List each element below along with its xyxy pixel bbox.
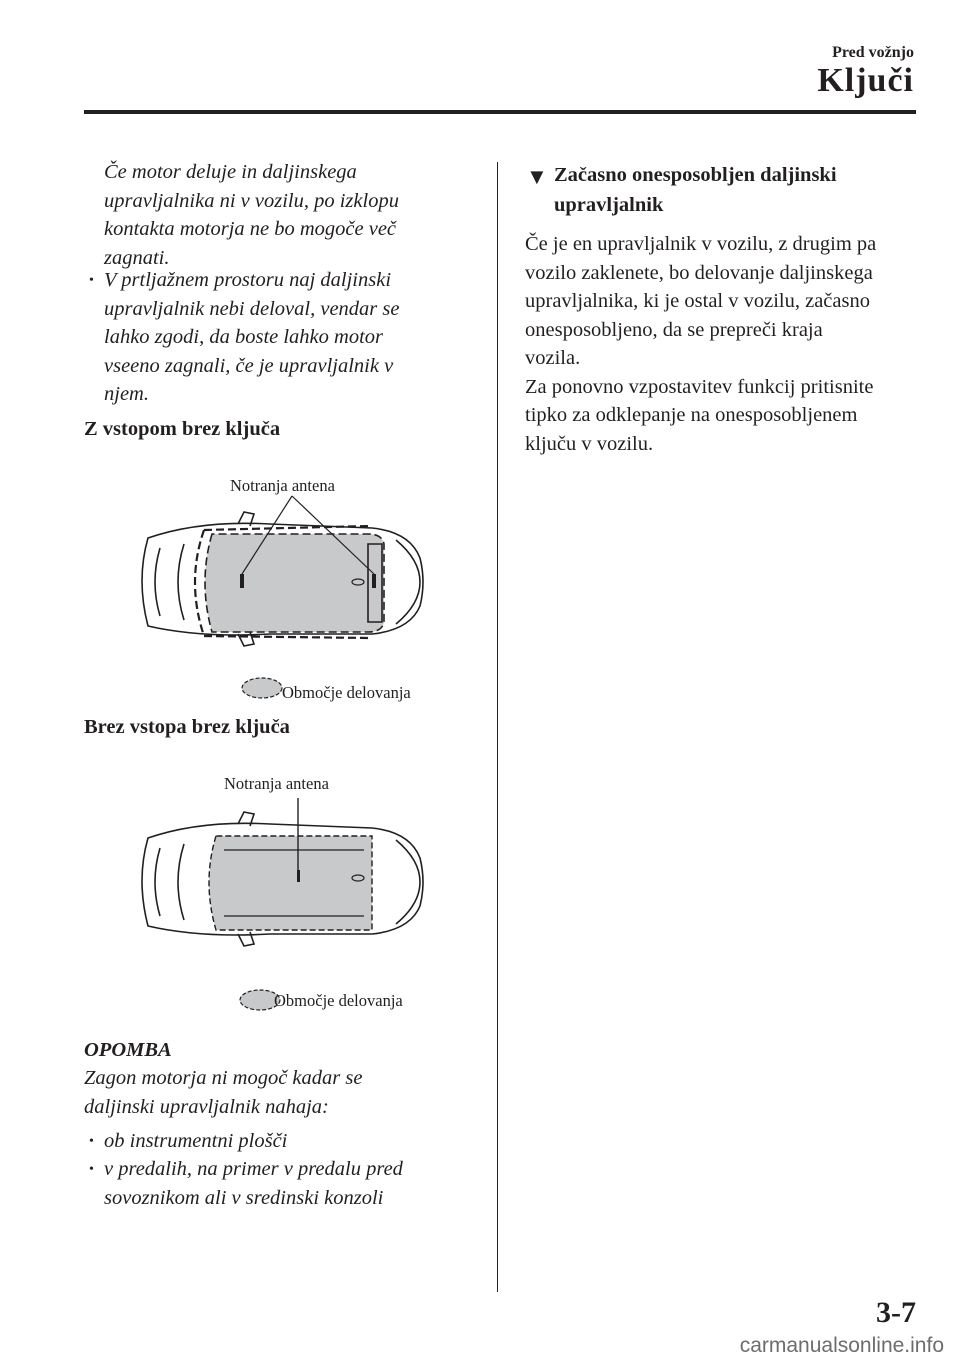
bullet-line: upravljalnik nebi deloval, vendar se (104, 297, 400, 320)
chapter-title: Ključi (817, 62, 914, 99)
area-legend-label: Območje delovanja (282, 683, 411, 702)
body-line: ključu v vozilu. (525, 432, 654, 455)
note-bullet-line: sovoznikom ali v sredinski konzoli (104, 1186, 384, 1209)
bullet-marker: • (89, 1134, 94, 1149)
note-line: daljinski upravljalnik nahaja: (84, 1095, 329, 1118)
heading-keyless-entry: Z vstopom brez ključa (84, 418, 281, 440)
note-body (84, 1064, 362, 1121)
intro-line: Če motor deluje in daljinskega (104, 161, 357, 183)
area-legend-label: Območje delovanja (274, 991, 403, 1010)
note-bullet-line: ob instrumentni plošči (104, 1130, 288, 1152)
header-rule (84, 110, 916, 114)
body-line: Za ponovno vzpostavitev funkcij pritisnite (525, 375, 874, 398)
antenna-callout-label: Notranja antena (230, 476, 335, 495)
body-line: vozila. (525, 347, 581, 369)
disabled-remote-body (525, 230, 876, 458)
note-title: OPOMBA (84, 1039, 172, 1061)
bullet-line: njem. (104, 383, 149, 405)
body-line: tipko za odklepanje na onesposobljenem (525, 404, 858, 426)
bullet-line: lahko zgodi, da boste lahko motor (104, 326, 384, 348)
intro-line: upravljalnika ni v vozilu, po izklopu (104, 189, 399, 212)
note-bullet-line: v predalih, na primer v predalu pred (104, 1158, 403, 1180)
trunk-bullet (104, 266, 399, 409)
section-label: Pred vožnjo (832, 44, 914, 61)
heading-keyless-start: Brez vstopa brez ključa (84, 716, 290, 738)
antenna-callout-label: Notranja antena (224, 774, 329, 793)
heading-line: upravljalnik (554, 194, 664, 216)
bullet-line: vseeno zagnali, če je upravljalnik v (104, 354, 394, 377)
column-divider (497, 162, 498, 1292)
body-line: upravljalnika, ki je ostal v vozilu, začasno (525, 290, 870, 312)
heading-line: Začasno onesposobljen daljinski (554, 164, 837, 186)
bullet-marker: • (89, 1162, 94, 1177)
watermark-url: carmanualsonline.info (739, 1334, 944, 1357)
body-line: onesposobljeno, da se prepreči kraja (525, 318, 823, 341)
body-line: vozilo zaklenete, bo delovanje daljinskega (525, 261, 873, 284)
page-number: 3-7 (876, 1296, 916, 1329)
heading-triangle-icon: ▼ (526, 164, 548, 189)
bullet-line: V prtljažnem prostoru naj daljinski (104, 269, 392, 291)
note-line: Zagon motorja ni mogoč kadar se (84, 1067, 363, 1089)
body-line: Če je en upravljalnik v vozilu, z drugim pa (525, 233, 877, 255)
bullet-marker: • (89, 273, 94, 288)
heading-disabled-remote (554, 160, 837, 220)
car-diagram-keyless-start (120, 790, 440, 1020)
intro-line: zagnati. (104, 246, 170, 269)
note-bullet (104, 1155, 403, 1212)
intro-note (104, 158, 399, 272)
intro-line: kontakta motorja ne bo mogoče več (104, 218, 397, 240)
